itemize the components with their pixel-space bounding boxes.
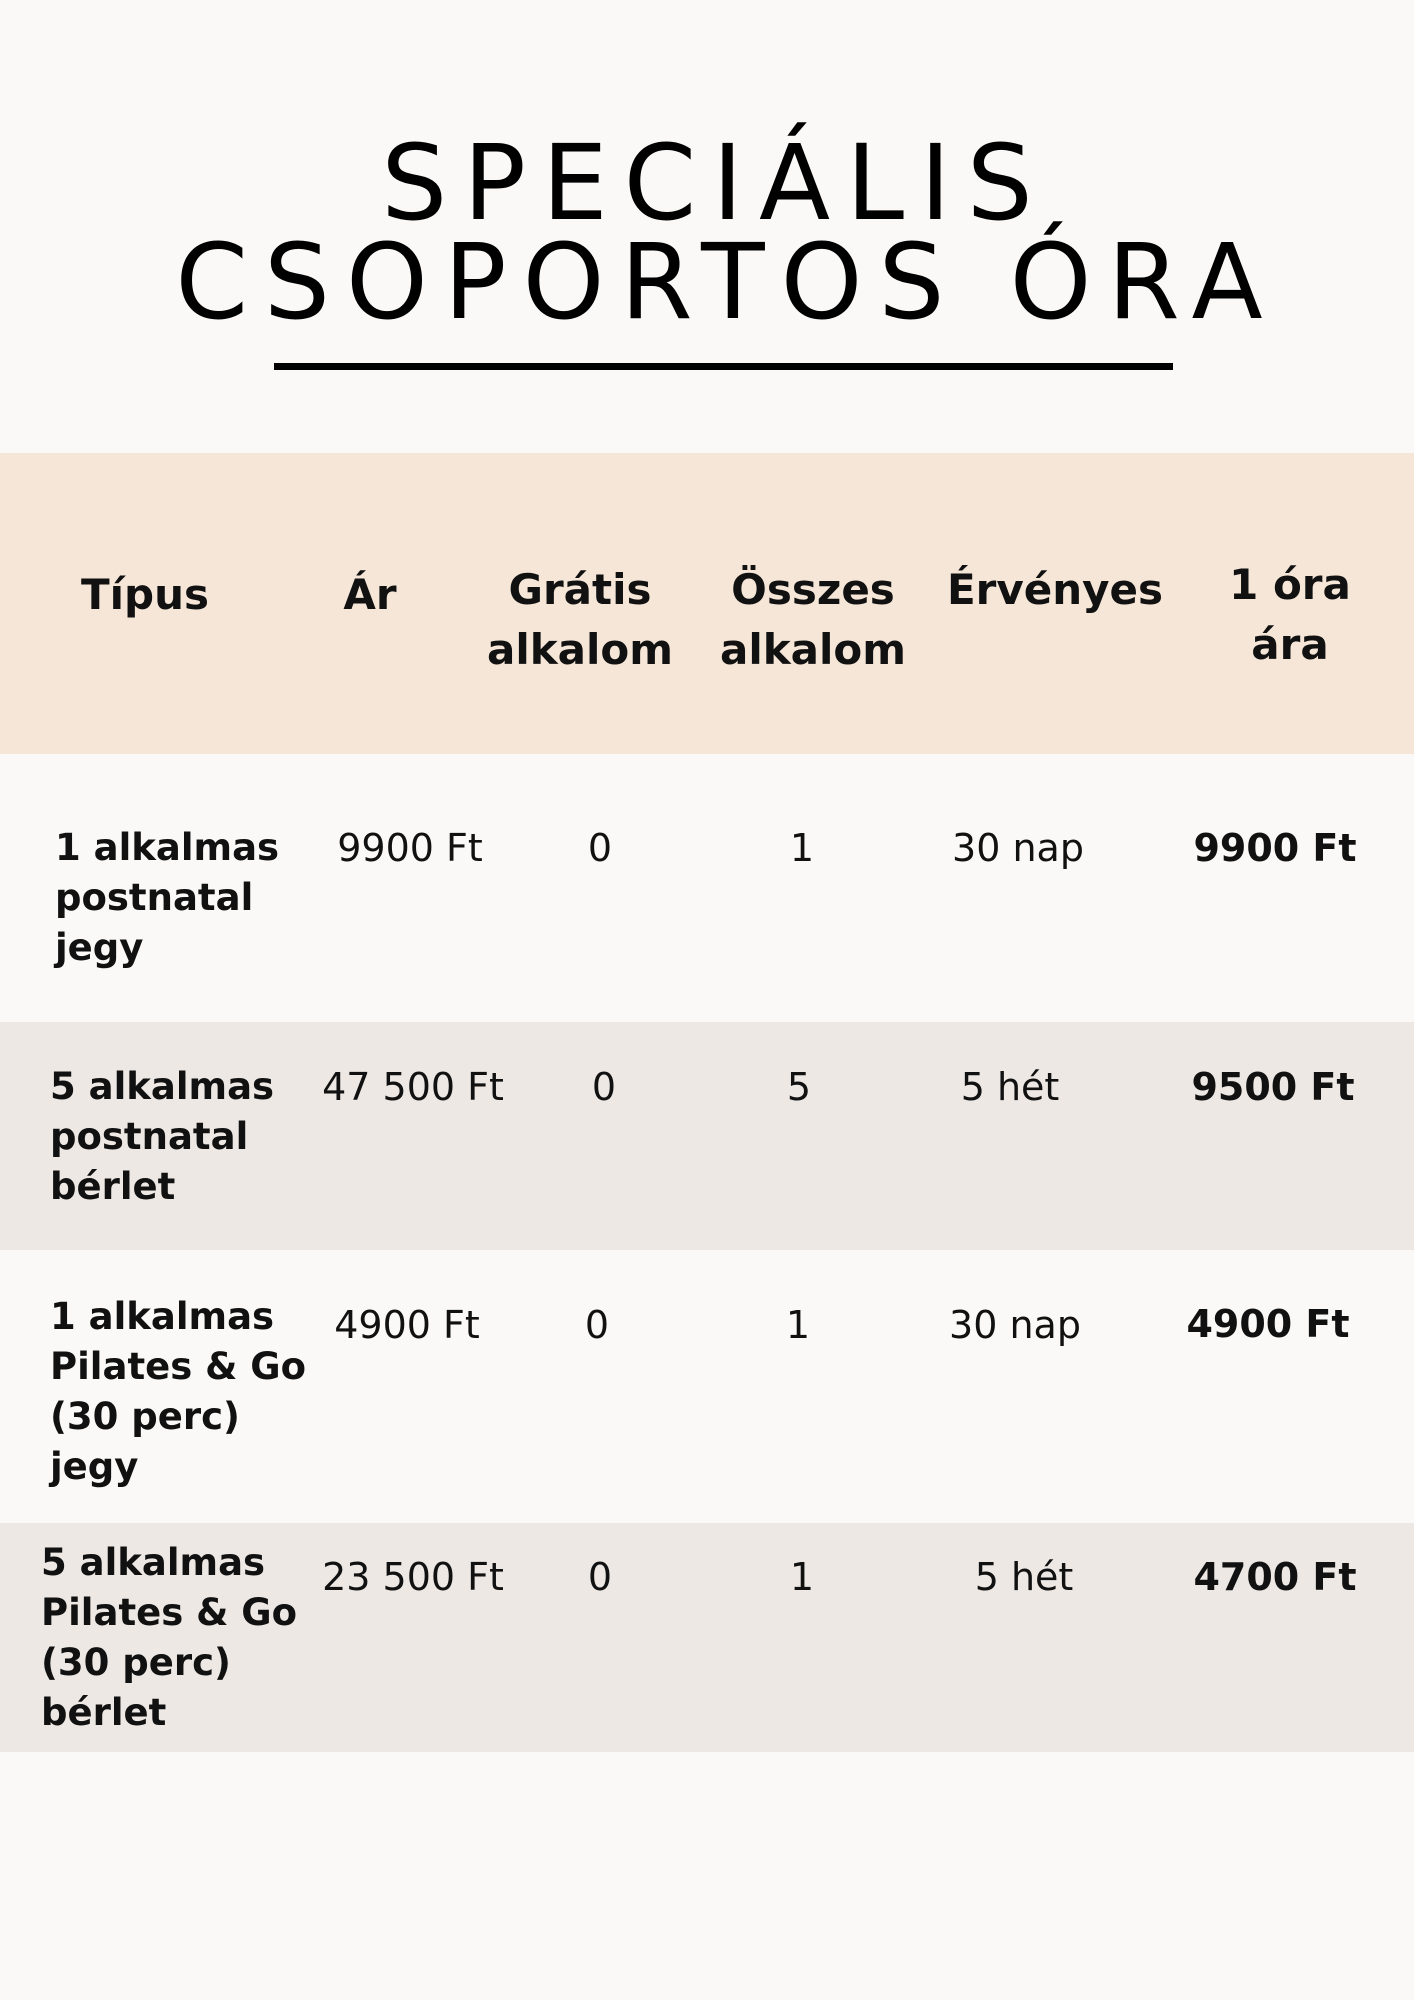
row-price: 4900 Ft (334, 1303, 480, 1347)
row-total: 1 (789, 826, 815, 870)
page-title-line-2: CSOPORTOS ÓRA (175, 221, 1279, 343)
header-valid: Érvényes (946, 565, 1164, 614)
row-per-hour: 4700 Ft (1193, 1555, 1357, 1599)
row-valid: 5 hét (960, 1065, 1060, 1109)
row-per-hour: 9500 Ft (1191, 1065, 1355, 1109)
row-price: 9900 Ft (337, 826, 483, 870)
row-per-hour: 4900 Ft (1186, 1302, 1350, 1346)
row-free: 0 (584, 1303, 610, 1347)
row-type: 5 alkalmas postnatal bérlet (50, 1065, 275, 1208)
header-type: Típus (80, 570, 209, 619)
row-valid: 30 nap (952, 826, 1084, 870)
row-total: 5 (786, 1065, 812, 1109)
row-per-hour: 9900 Ft (1193, 826, 1357, 870)
row-free: 0 (587, 1555, 613, 1599)
row-total: 1 (789, 1555, 815, 1599)
row-valid: 30 nap (949, 1303, 1081, 1347)
row-type: 5 alkalmas Pilates & Go (30 perc) bérlet (41, 1541, 298, 1734)
row-valid: 5 hét (974, 1555, 1074, 1599)
header-price: Ár (343, 570, 397, 619)
title-underline (274, 363, 1173, 370)
row-price: 47 500 Ft (322, 1065, 504, 1109)
header-total: Összes alkalom (719, 565, 907, 674)
row-free: 0 (587, 826, 613, 870)
row-total: 1 (785, 1303, 811, 1347)
header-free: Grátis alkalom (486, 565, 674, 674)
row-free: 0 (591, 1065, 617, 1109)
page-title-line-1: SPECIÁLIS (381, 122, 1049, 244)
row-price: 23 500 Ft (322, 1555, 504, 1599)
row-type: 1 alkalmas postnatal jegy (55, 826, 280, 969)
header-per-hour: 1 óra ára (1229, 560, 1351, 669)
row-type: 1 alkalmas Pilates & Go (30 perc) jegy (50, 1295, 307, 1488)
